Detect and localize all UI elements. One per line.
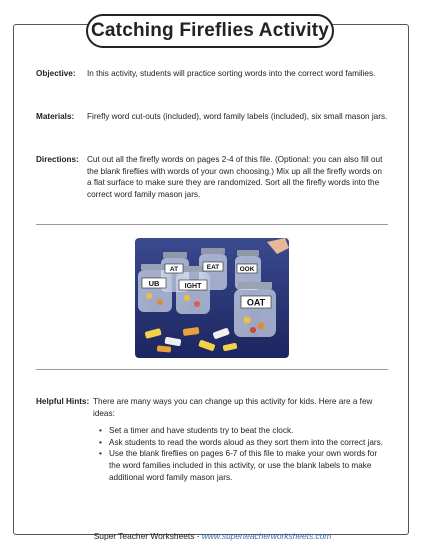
materials-section	[36, 111, 388, 123]
jar-label-oat: OAT	[246, 297, 266, 308]
directions-label: Directions:	[36, 155, 79, 164]
jar-label-at: AT	[169, 266, 179, 273]
helpful-hints-section	[36, 396, 388, 483]
footer-brand: Super Teacher Worksheets	[93, 531, 195, 541]
footer-separator: -	[194, 531, 202, 541]
helpful-hints-label: Helpful Hints:	[36, 397, 90, 406]
jars-illustration	[135, 238, 289, 358]
hint-item: • Ask students to read the words aloud as they sort them into the correct jars.	[109, 437, 388, 449]
hints-list	[93, 425, 388, 483]
jar-label-eat: EAT	[206, 264, 220, 271]
jar-label-ub: UB	[148, 279, 160, 288]
jar-label-ight: IGHT	[184, 283, 202, 290]
directions-text: Cut out all the firefly words on pages 2-4 of this file. (Optional: you can also fill out the blank fireflies with words of your own choosing.) Mix up all the firefly words on a flat surface to make sure they are randomized. Sort all the firefly words into the correct word family mason jars.	[87, 155, 383, 199]
jar-front-right	[234, 282, 276, 337]
footer-url-link[interactable]: www.superteacherworksheets.com	[201, 531, 332, 541]
materials-label: Materials:	[36, 112, 75, 121]
objective-section	[36, 68, 388, 80]
hint-item: • Use the blank fireflies on pages 6-7 of this file to make your own words for the word families included in this activity, or use the blank labels to make additional word family mason jars.	[109, 448, 388, 483]
divider-top	[36, 224, 388, 225]
directions-section	[36, 154, 388, 200]
hint-item: • Set a timer and have students try to beat the clock.	[109, 425, 388, 437]
materials-text: Firefly word cut-outs (included), word family labels (included), six small mason jars.	[87, 112, 388, 121]
helpful-hints-intro: There are many ways you can change up this activity for kids. Here are a few ideas:	[93, 397, 373, 418]
objective-label: Objective:	[36, 69, 76, 78]
page-title: Catching Fireflies Activity	[86, 14, 334, 48]
objective-text: In this activity, students will practice sorting words into the correct word families.	[87, 69, 376, 78]
jar-label-ook: OOK	[239, 266, 255, 273]
mason-jars-photo	[135, 238, 289, 358]
footer	[0, 531, 425, 541]
divider-bottom	[36, 369, 388, 370]
